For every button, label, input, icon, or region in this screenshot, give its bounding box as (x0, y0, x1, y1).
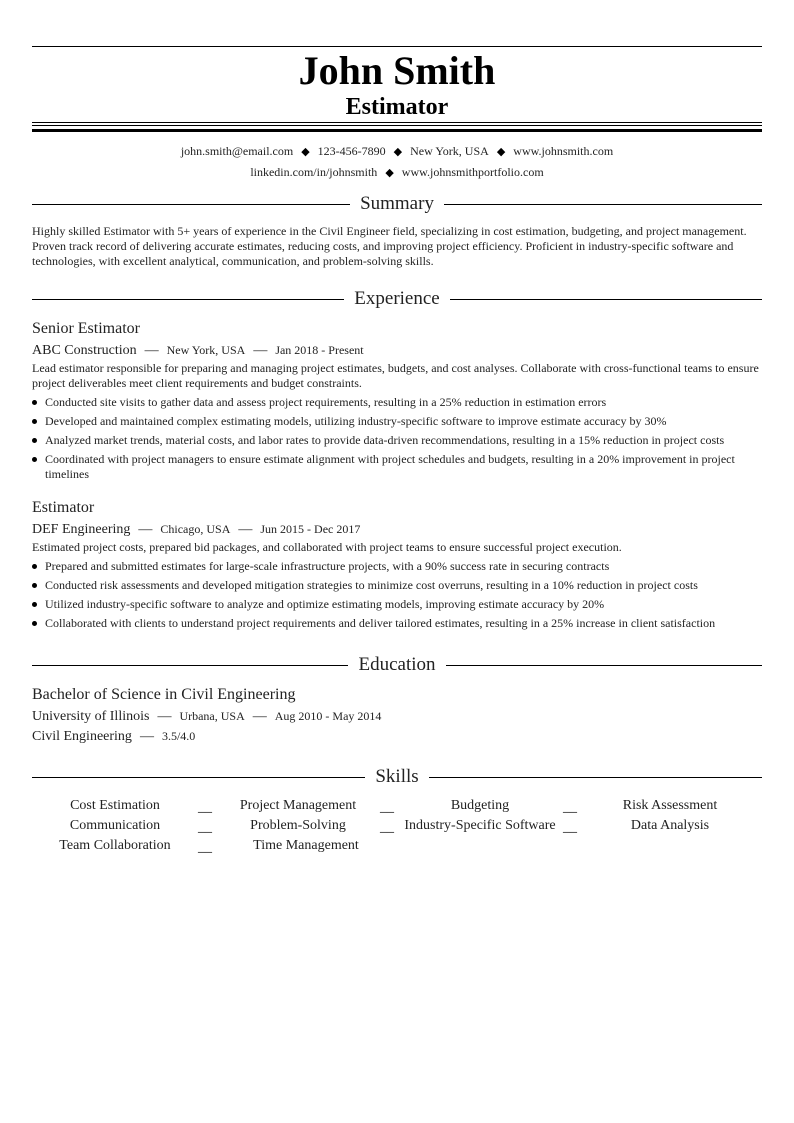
bullet-icon (32, 602, 37, 607)
job-meta (32, 520, 762, 539)
dash-separator: — (253, 343, 268, 358)
bullet-icon (32, 564, 37, 569)
skill-item: Data Analysis (630, 818, 710, 833)
skill-item: Problem-Solving (250, 818, 346, 833)
section-title: Experience (354, 288, 440, 309)
contact-linkedin[interactable]: linkedin.com/in/johnsmith (250, 165, 378, 179)
school-name: University of Illinois (32, 709, 150, 724)
divider (446, 665, 762, 666)
company-name: ABC Construction (32, 343, 137, 358)
diamond-separator-icon: ◆ (496, 146, 506, 158)
skill-item: Time Management (253, 838, 359, 853)
job-location: Chicago, USA (160, 522, 231, 536)
job-role: Estimator (32, 499, 95, 516)
contact-line-2 (32, 164, 762, 181)
dash-separator: — (252, 709, 267, 724)
header-rule (32, 125, 762, 126)
divider (450, 299, 762, 300)
job-bullets (32, 559, 762, 635)
bullet-icon (32, 621, 37, 626)
company-name: DEF Engineering (32, 522, 131, 537)
contact-phone: 123-456-7890 (317, 144, 386, 158)
dash-separator: — (138, 522, 153, 537)
contact-website[interactable]: www.johnsmith.com (513, 144, 614, 158)
education-heading (32, 653, 762, 677)
dash-separator: __ (563, 820, 577, 835)
dash-separator: — (139, 729, 154, 744)
person-name: John Smith (298, 48, 496, 93)
skills-grid (32, 796, 762, 856)
header-rule (32, 122, 762, 123)
header-rule-thick (32, 129, 762, 132)
bullet-text: Coordinated with project managers to ensure estimate alignment with project schedules and budgets, resulting in a 20% improvement in project timelines (45, 452, 735, 481)
skills-heading (32, 765, 762, 789)
job-description: Lead estimator responsible for preparing and managing project estimates, budgets, and cost analyses. Collaborate with cross-functional teams to ensure project deliverables meet client requirements and budget constraints. (32, 361, 759, 390)
divider (32, 299, 344, 300)
bullet-text: Collaborated with clients to understand project requirements and deliver tailored estimates, resulting in a 25% increase in client satisfaction (45, 616, 716, 630)
job-location: New York, USA (166, 343, 246, 357)
section-title: Skills (375, 766, 419, 787)
bullet-icon (32, 400, 37, 405)
list-item (32, 559, 762, 574)
skills-row (32, 796, 762, 816)
bullet-text: Prepared and submitted estimates for large-scale infrastructure projects, with a 90% success rate in securing contracts (45, 559, 610, 573)
skill-item: Team Collaboration (59, 838, 171, 853)
dash-separator: __ (563, 800, 577, 815)
bullet-text: Analyzed market trends, material costs, and labor rates to provide data-driven recommendations, resulting in a 15% reduction in project costs (45, 433, 725, 447)
dash-separator: — (157, 709, 172, 724)
bullet-icon (32, 419, 37, 424)
job-title: Estimator (345, 94, 449, 120)
degree: Bachelor of Science in Civil Engineering (32, 686, 296, 703)
bullet-text: Conducted risk assessments and developed mitigation strategies to minimize cost overruns, resulting in a 10% reduction in project costs (45, 578, 698, 592)
bullet-icon (32, 583, 37, 588)
bullet-text: Developed and maintained complex estimating models, utilizing industry-specific software to improve estimate accuracy by 30% (45, 414, 667, 428)
skill-item: Cost Estimation (70, 798, 160, 813)
job-meta (32, 341, 762, 360)
contact-location: New York, USA (410, 144, 489, 158)
header-top-rule (32, 46, 762, 47)
school-location: Urbana, USA (179, 709, 245, 723)
divider (429, 777, 762, 778)
dash-separator: — (238, 522, 253, 537)
job-role: Senior Estimator (32, 320, 140, 337)
list-item (32, 597, 762, 612)
divider (32, 665, 348, 666)
job-bullets (32, 395, 762, 486)
contact-line-1 (32, 143, 762, 160)
job-dates: Jun 2015 - Dec 2017 (260, 522, 361, 536)
list-item (32, 452, 762, 482)
contact-portfolio[interactable]: www.johnsmithportfolio.com (401, 165, 544, 179)
divider (32, 777, 365, 778)
skills-row (32, 836, 762, 856)
dash-separator: __ (198, 840, 212, 855)
list-item (32, 433, 762, 448)
skill-item: Project Management (239, 798, 357, 813)
list-item (32, 414, 762, 429)
dash-separator: — (144, 343, 159, 358)
bullet-text: Conducted site visits to gather data and assess project requirements, resulting in a 25% reduction in estimation errors (45, 395, 607, 409)
experience-heading (32, 287, 762, 311)
skill-item: Risk Assessment (622, 798, 718, 813)
divider (444, 204, 762, 205)
skill-item: Budgeting (450, 798, 510, 813)
skill-item: Communication (69, 818, 161, 833)
list-item (32, 616, 762, 631)
dash-separator: __ (198, 800, 212, 815)
list-item (32, 395, 762, 410)
summary-text: Highly skilled Estimator with 5+ years of experience in the Civil Engineer field, specializing in cost estimation, budgeting, and project management. Proven track record of delivering accurate estimates, reducing costs, and improving project efficiency. Proficient in industry-specific software and technologies, with excellent analytical, communication, and problem-solving skills. (32, 224, 747, 268)
section-title: Summary (360, 193, 434, 214)
dash-separator: __ (380, 800, 394, 815)
section-title: Education (358, 654, 436, 675)
bullet-icon (32, 457, 37, 462)
bullet-icon (32, 438, 37, 443)
gpa: 3.5/4.0 (161, 729, 196, 743)
list-item (32, 578, 762, 593)
job-description: Estimated project costs, prepared bid packages, and collaborated with project teams to ensure successful project execution. (32, 540, 622, 554)
education-dates: Aug 2010 - May 2014 (274, 709, 382, 723)
diamond-separator-icon: ◆ (385, 167, 394, 179)
skill-item: Industry-Specific Software (404, 818, 556, 833)
skills-row (32, 816, 762, 836)
bullet-text: Utilized industry-specific software to analyze and optimize estimating models, improving estimate accuracy by 20% (45, 597, 605, 611)
divider (32, 204, 350, 205)
education-meta (32, 707, 762, 726)
dash-separator: __ (198, 820, 212, 835)
dash-separator: __ (380, 820, 394, 835)
contact-email[interactable]: john.smith@email.com (180, 144, 294, 158)
major: Civil Engineering (32, 729, 132, 744)
diamond-separator-icon: ◆ (301, 146, 310, 158)
summary-heading (32, 192, 762, 216)
education-major-line (32, 727, 762, 746)
job-dates: Jan 2018 - Present (275, 343, 364, 357)
diamond-separator-icon: ◆ (393, 146, 403, 158)
